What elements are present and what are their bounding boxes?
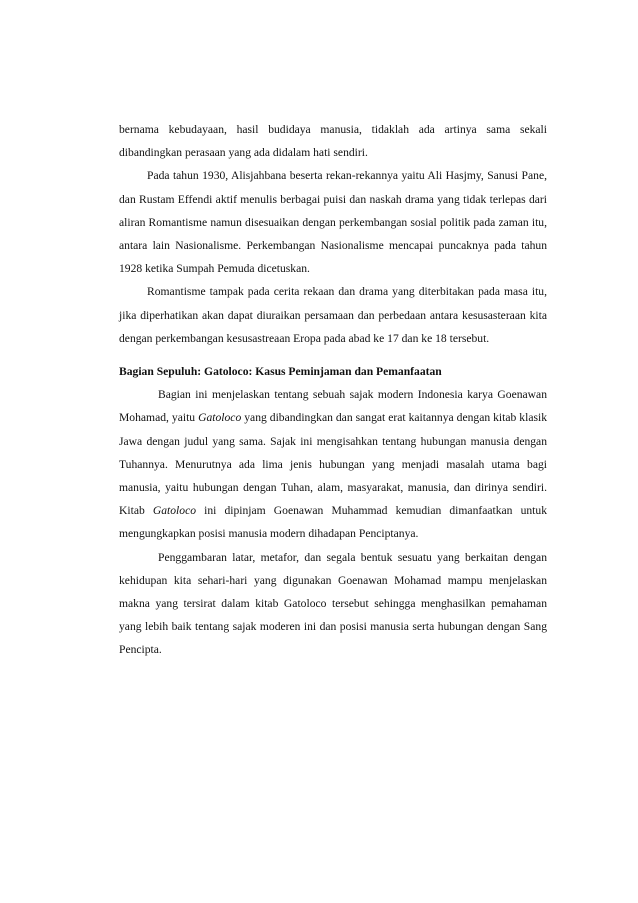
section-heading: Bagian Sepuluh: Gatoloco: Kasus Peminjaman dan Pemanfaatan bbox=[119, 365, 442, 379]
paragraph-1930: Pada tahun 1930, Alisjahbana beserta rekan-rekannya yaitu Ali Hasjmy, Sanusi Pane, dan Rustam Effendi aktif menulis berbagai puisi dan naskah drama yang tidak terlepas dari aliran Romantisme namun disesuaikan dengan perkembangan sosial politik pada zaman itu, antara lain Nasionalisme. Perkembangan Nasionalisme mencapai puncaknya pada tahun 1928 ketika Sumpah Pemuda dicetuskan. bbox=[119, 169, 547, 276]
section-p1-part-c: ini dipinjam Goenawan Muhammad kemudian dimanfaatkan untuk mengungkapkan posisi manusia modern dihadapan Penciptanya. bbox=[119, 504, 547, 541]
section-p1-part-a: Bagian ini menjelaskan tentang sebuah sajak modern Indonesia karya Goenawan Mohamad, yaitu bbox=[119, 388, 547, 425]
section-paragraph-2: Penggambaran latar, metafor, dan segala bentuk sesuatu yang berkaitan dengan kehidupan kita sehari-hari yang digunakan Goenawan Mohamad mampu menjelaskan makna yang tersirat dalam kitab Gatoloco tersebut sehingga menghasilkan pemahaman yang lebih baik tentang sajak moderen ini dan posisi manusia serta hubungan dengan Sang Pencipta. bbox=[119, 550, 547, 657]
paragraph-romantisme: Romantisme tampak pada cerita rekaan dan drama yang diterbitakan pada masa itu, jika diperhatikan akan dapat diuraikan persamaan dan perbedaan antara kesusasteraan kita dengan perkembangan kesusastreaan Eropa pada abad ke 17 dan ke 18 tersebut. bbox=[119, 285, 547, 345]
intro-paragraph: bernama kebudayaan, hasil budidaya manusia, tidaklah ada artinya sama sekali dibandingkan perasaan yang ada didalam hati sendiri. bbox=[119, 123, 547, 160]
section-p1-part-b: yang dibandingkan dan sangat erat kaitannya dengan kitab klasik Jawa dengan judul yang sama. Sajak ini mengisahkan tentang hubungan manusia dengan Tuhannya. Menurutnya ada lima jenis hubungan yang menjadi masalah utama bagi manusia, yaitu hubungan dengan Tuhan, alam, masyarakat, manusia, dan dirinya sendiri. Kitab bbox=[119, 411, 548, 518]
gatoloco-title-1: Gatoloco bbox=[198, 411, 242, 425]
document-page bbox=[119, 118, 547, 662]
section-paragraph-1 bbox=[119, 383, 547, 545]
gatoloco-title-2: Gatoloco bbox=[152, 504, 197, 518]
